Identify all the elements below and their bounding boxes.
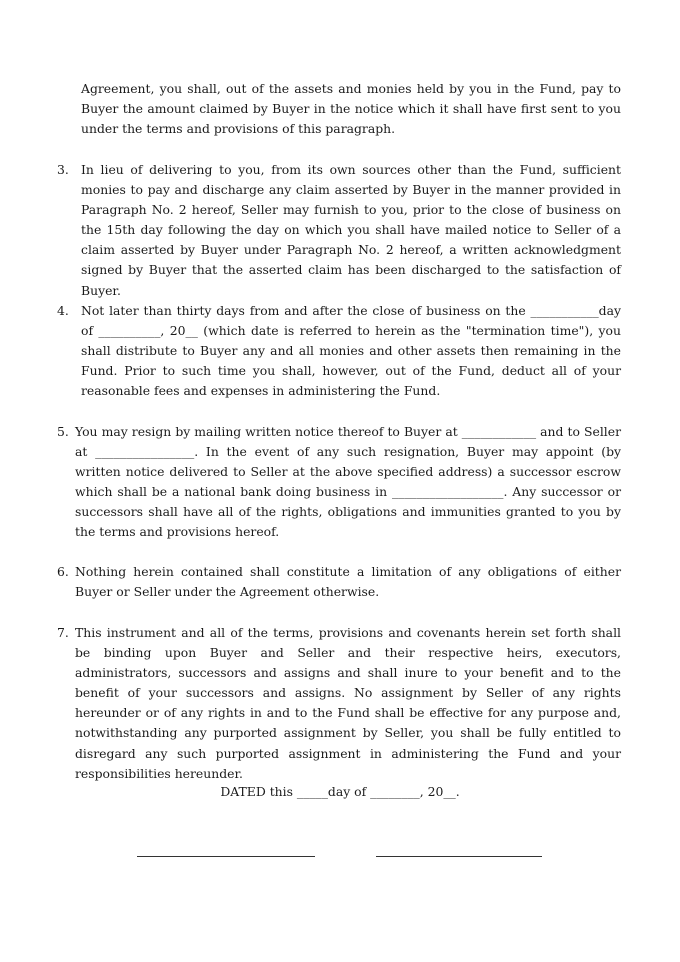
paragraph-text: Agreement, you shall, out of the assets and monies held by you in the Fund, pay to Buyer the amount claimed by Buyer in the notice which it shall have first sent to you under the terms and provisions of this paragraph.	[81, 81, 621, 137]
paragraph-continuation	[81, 79, 621, 139]
paragraph-text: Not later than thirty days from and after the close of business on the ___________day of __________, 20__ (which date is referred to herein as the "termination time"), you shall distribute to Buyer any and all monies and other assets then remaining in the Fund. Prior to such time you shall, however, out of the Fund, deduct all of your reasonable fees and expenses in administering the Fund.	[81, 303, 621, 399]
paragraph-text: Nothing herein contained shall constitute a limitation of any obligations of either Buyer or Seller under the Agreement otherwise.	[75, 564, 621, 600]
dated-line: DATED this _____day of ________, 20__.	[220, 784, 460, 799]
paragraph-number: 7.	[57, 625, 69, 640]
paragraph-number: 6.	[57, 564, 69, 579]
paragraph-5	[75, 422, 621, 543]
paragraph-text: In lieu of delivering to you, from its own sources other than the Fund, sufficient monies to pay and discharge any claim asserted by Buyer in the manner provided in Paragraph No. 2 hereof, Seller may furnish to you, prior to the close of business on the 15th day following the day on which you shall have mailed notice to Seller of a claim asserted by Buyer under Paragraph No. 2 hereof, a written acknowledgment signed by Buyer that the asserted claim has been discharged to the satisfaction of Buyer.	[81, 162, 621, 298]
paragraph-number: 5.	[57, 424, 69, 439]
paragraph-text: You may resign by mailing written notice thereof to Buyer at ____________ and to Seller at ________________. In the event of any such resignation, Buyer may appoint (by written notice delivered to Seller at the above specified address) a successor escrow which shall be a national bank doing business in __________________. Any successor or successors shall have all of the rights, obligations and immunities granted to you by the terms and provisions hereof.	[75, 424, 621, 540]
paragraph-4	[81, 301, 621, 401]
signature-line-right	[376, 856, 542, 857]
paragraph-number: 4.	[57, 303, 69, 318]
paragraph-3	[81, 160, 621, 301]
paragraph-6	[75, 562, 621, 602]
paragraph-text: This instrument and all of the terms, provisions and covenants herein set forth shall be binding upon Buyer and Seller and their respective heirs, executors, administrators, successors and assigns and shall inure to your benefit and to the benefit of your successors and assigns. No assignment by Seller of any rights hereunder or of any rights in and to the Fund shall be effective for any purpose and, notwithstanding any purported assignment by Seller, you shall be fully entitled to disregard any such purported assignment in administering the Fund and your responsibilities hereunder.	[75, 625, 621, 781]
signature-line-left	[137, 856, 315, 857]
paragraph-7	[75, 623, 621, 784]
paragraph-number: 3.	[57, 162, 69, 177]
